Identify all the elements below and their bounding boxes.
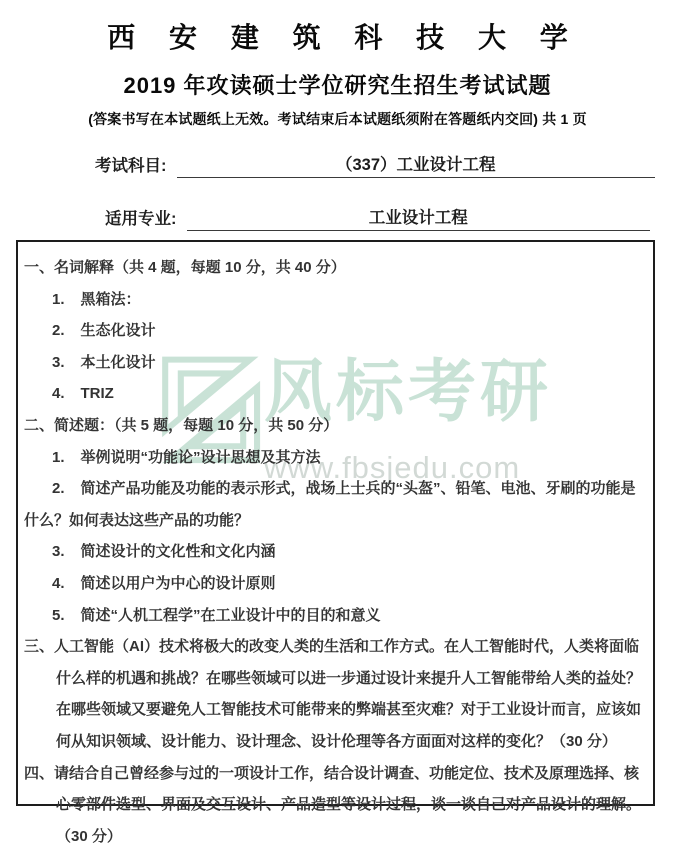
section-label: 三、 xyxy=(24,638,54,655)
question-item xyxy=(24,600,645,632)
university-name: 西 安 建 筑 科 技 大 学 xyxy=(0,16,675,56)
section-1-heading: 一、名词解释（共 4 题，每题 10 分，共 40 分） xyxy=(24,252,645,284)
watermark-brand-text: 风标考研 xyxy=(264,352,552,432)
section-4-question xyxy=(24,758,645,852)
question-item xyxy=(24,284,645,316)
subject-label: 考试科目: xyxy=(95,152,177,178)
item-text: 本土化设计 xyxy=(81,354,156,371)
item-number: 1. xyxy=(52,291,81,308)
answer-instruction-note: (答案书写在本试题纸上无效。考试结束后本试题纸须附在答题纸内交回) 共 1 页 xyxy=(0,109,675,129)
section-text: 请结合自己曾经参与过的一项设计工作，结合设计调查、功能定位、技术及原理选择、核心零部件选型、界面及交互设计、产品造型等设计过程，谈一谈自己对产品设计的理解。（30 分） xyxy=(54,765,641,845)
item-number: 2. xyxy=(52,480,81,497)
item-text: 简述以用户为中心的设计原则 xyxy=(81,575,276,592)
major-row xyxy=(105,204,650,231)
section-label: 四、 xyxy=(24,765,54,782)
item-number: 3. xyxy=(52,354,81,371)
item-text: 生态化设计 xyxy=(81,322,156,339)
item-text: 简述“人机工程学”在工业设计中的目的和意义 xyxy=(81,607,381,624)
question-item xyxy=(24,378,645,410)
watermark-url-text: www.fbsjedu.com xyxy=(264,450,560,486)
question-box xyxy=(16,240,655,806)
section-2-heading: 二、简述题：（共 5 题，每题 10 分，共 50 分） xyxy=(24,410,645,442)
item-text: 黑箱法： xyxy=(81,291,141,308)
question-item xyxy=(24,315,645,347)
item-number: 3. xyxy=(52,543,81,560)
subject-row xyxy=(95,151,655,178)
question-item xyxy=(24,347,645,379)
question-item xyxy=(24,536,645,568)
major-value: 工业设计工程 xyxy=(187,204,651,231)
item-text: 简述设计的文化性和文化内涵 xyxy=(81,543,276,560)
item-text: 举例说明“功能论”设计思想及其方法 xyxy=(81,449,321,466)
item-number: 4. xyxy=(52,385,81,402)
question-item xyxy=(24,473,645,536)
item-number: 1. xyxy=(52,449,81,466)
item-number: 5. xyxy=(52,607,81,624)
item-text: TRIZ xyxy=(81,385,114,402)
section-3-question xyxy=(24,631,645,757)
major-label: 适用专业: xyxy=(105,205,187,231)
item-number: 2. xyxy=(52,322,81,339)
paper-header xyxy=(0,0,675,129)
section-text: 人工智能（AI）技术将极大的改变人类的生活和工作方式。在人工智能时代，人类将面临什么样的机遇和挑战？在哪些领域可以进一步通过设计来提升人工智能带给人类的益处？在哪些领域又要避免人工智能技术可能带来的弊端甚至灾难？对于工业设计而言，应该如何从知识领域、设计能力、设计理念、设计伦理等各方面面对这样的变化？（30 分） xyxy=(54,638,641,750)
question-item xyxy=(24,568,645,600)
item-number: 4. xyxy=(52,575,81,592)
item-text: 简述产品功能及功能的表示形式，战场上士兵的“头盔”、铅笔、电池、牙刷的功能是什么？如何表达这些产品的功能？ xyxy=(24,480,636,529)
question-item xyxy=(24,442,645,474)
subject-value: （337）工业设计工程 xyxy=(177,151,656,178)
exam-title: 2019 年攻读硕士学位研究生招生考试试题 xyxy=(0,69,675,100)
exam-info-fields xyxy=(95,151,655,231)
